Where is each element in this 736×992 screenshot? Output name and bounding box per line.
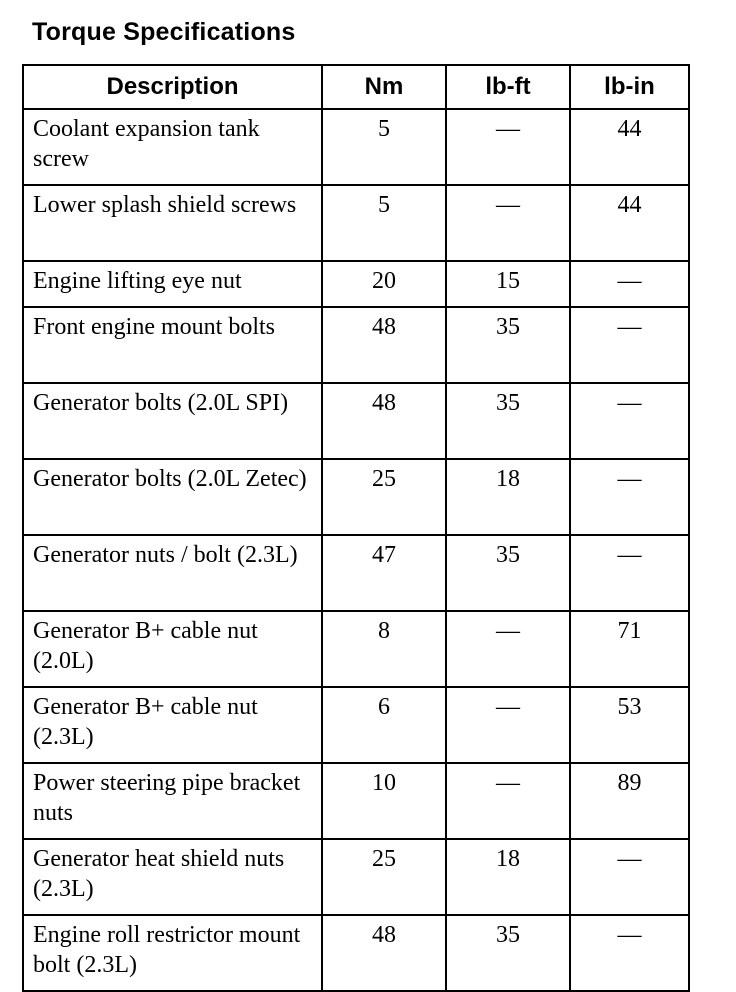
lb-ft-cell: 18 — [446, 459, 570, 535]
description-cell: Lower splash shield screws — [23, 185, 322, 261]
nm-cell: 6 — [322, 687, 446, 763]
lb-ft-cell: — — [446, 109, 570, 185]
nm-cell: 48 — [322, 383, 446, 459]
nm-cell: 5 — [322, 109, 446, 185]
nm-cell: 48 — [322, 307, 446, 383]
description-cell: Generator B+ cable nut (2.0L) — [23, 611, 322, 687]
lb-in-cell: — — [570, 839, 689, 915]
description-cell: Generator nuts / bolt (2.3L) — [23, 535, 322, 611]
description-cell: Front engine mount bolts — [23, 307, 322, 383]
description-cell: Engine roll restrictor mount bolt (2.3L) — [23, 915, 322, 991]
nm-cell: 48 — [322, 915, 446, 991]
page-title: Torque Specifications — [32, 18, 296, 46]
lb-in-cell: 71 — [570, 611, 689, 687]
lb-in-cell: — — [570, 383, 689, 459]
table-row — [23, 687, 689, 763]
column-header-description: Description — [23, 65, 322, 109]
column-header-lb-ft: lb-ft — [446, 65, 570, 109]
table-row — [23, 611, 689, 687]
lb-in-cell: 53 — [570, 687, 689, 763]
lb-in-cell: — — [570, 261, 689, 307]
lb-in-cell: — — [570, 307, 689, 383]
table-row — [23, 763, 689, 839]
lb-ft-cell: 35 — [446, 915, 570, 991]
description-cell: Generator bolts (2.0L SPI) — [23, 383, 322, 459]
lb-in-cell: 44 — [570, 185, 689, 261]
lb-in-cell: — — [570, 915, 689, 991]
lb-ft-cell: — — [446, 687, 570, 763]
lb-ft-cell: — — [446, 185, 570, 261]
lb-ft-cell: 35 — [446, 307, 570, 383]
description-cell: Generator bolts (2.0L Zetec) — [23, 459, 322, 535]
lb-ft-cell: — — [446, 763, 570, 839]
description-cell: Generator heat shield nuts (2.3L) — [23, 839, 322, 915]
nm-cell: 20 — [322, 261, 446, 307]
lb-in-cell: — — [570, 535, 689, 611]
description-cell: Engine lifting eye nut — [23, 261, 322, 307]
nm-cell: 5 — [322, 185, 446, 261]
nm-cell: 25 — [322, 839, 446, 915]
lb-ft-cell: 35 — [446, 383, 570, 459]
table-row — [23, 109, 689, 185]
column-header-lb-in: lb-in — [570, 65, 689, 109]
table-header-row — [23, 65, 689, 109]
table-row — [23, 535, 689, 611]
table-row — [23, 261, 689, 307]
description-cell: Power steering pipe bracket nuts — [23, 763, 322, 839]
nm-cell: 10 — [322, 763, 446, 839]
lb-ft-cell: 15 — [446, 261, 570, 307]
nm-cell: 8 — [322, 611, 446, 687]
table-row — [23, 839, 689, 915]
nm-cell: 47 — [322, 535, 446, 611]
table-row — [23, 307, 689, 383]
lb-ft-cell: — — [446, 611, 570, 687]
table-row — [23, 185, 689, 261]
description-cell: Generator B+ cable nut (2.3L) — [23, 687, 322, 763]
torque-spec-table — [22, 64, 690, 992]
nm-cell: 25 — [322, 459, 446, 535]
description-cell: Coolant expansion tank screw — [23, 109, 322, 185]
column-header-nm: Nm — [322, 65, 446, 109]
lb-in-cell: — — [570, 459, 689, 535]
lb-ft-cell: 35 — [446, 535, 570, 611]
table-row — [23, 459, 689, 535]
lb-ft-cell: 18 — [446, 839, 570, 915]
table-row — [23, 915, 689, 991]
table-row — [23, 383, 689, 459]
lb-in-cell: 89 — [570, 763, 689, 839]
lb-in-cell: 44 — [570, 109, 689, 185]
